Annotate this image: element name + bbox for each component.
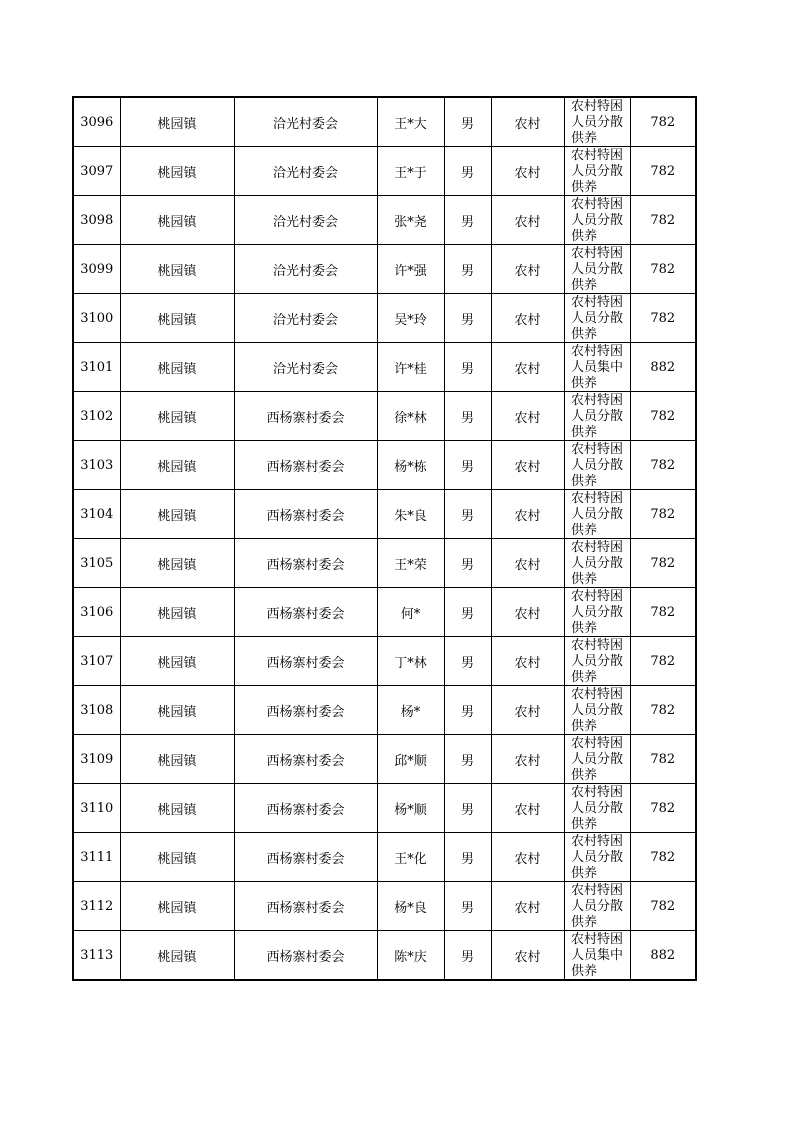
type-cell (564, 931, 630, 981)
table-row (73, 833, 696, 882)
town-cell: 桃园镇 (120, 588, 234, 637)
name-cell: 王*于 (377, 147, 444, 196)
table-row (73, 294, 696, 343)
name-cell: 朱*良 (377, 490, 444, 539)
village-cell: 洽光村委会 (234, 97, 377, 147)
type-text: 农村特困人员集中供养 (571, 932, 624, 979)
type-cell (564, 343, 630, 392)
name-cell: 陈*庆 (377, 931, 444, 981)
table-row (73, 784, 696, 833)
type-cell (564, 392, 630, 441)
id-cell: 3105 (73, 539, 120, 588)
gender-cell: 男 (444, 97, 491, 147)
name-cell: 王*化 (377, 833, 444, 882)
table-row (73, 441, 696, 490)
amount-cell: 782 (630, 539, 696, 588)
type-text: 农村特困人员分散供养 (571, 540, 624, 587)
gender-cell: 男 (444, 686, 491, 735)
name-cell: 杨*顺 (377, 784, 444, 833)
type-cell (564, 686, 630, 735)
town-cell: 桃园镇 (120, 343, 234, 392)
gender-cell: 男 (444, 784, 491, 833)
area-cell: 农村 (491, 686, 564, 735)
village-cell: 西杨寨村委会 (234, 686, 377, 735)
id-cell: 3102 (73, 392, 120, 441)
type-text: 农村特困人员分散供养 (571, 491, 624, 538)
id-cell: 3109 (73, 735, 120, 784)
town-cell: 桃园镇 (120, 735, 234, 784)
gender-cell: 男 (444, 245, 491, 294)
type-cell (564, 735, 630, 784)
type-text: 农村特困人员分散供养 (571, 442, 624, 489)
town-cell: 桃园镇 (120, 147, 234, 196)
town-cell: 桃园镇 (120, 490, 234, 539)
table-row (73, 539, 696, 588)
area-cell: 农村 (491, 588, 564, 637)
name-cell: 吴*玲 (377, 294, 444, 343)
type-text: 农村特困人员分散供养 (571, 834, 624, 881)
type-text: 农村特困人员分散供养 (571, 148, 624, 195)
town-cell: 桃园镇 (120, 686, 234, 735)
id-cell: 3101 (73, 343, 120, 392)
village-cell: 洽光村委会 (234, 343, 377, 392)
village-cell: 洽光村委会 (234, 147, 377, 196)
town-cell: 桃园镇 (120, 245, 234, 294)
village-cell: 西杨寨村委会 (234, 392, 377, 441)
id-cell: 3112 (73, 882, 120, 931)
table-row (73, 343, 696, 392)
gender-cell: 男 (444, 833, 491, 882)
village-cell: 西杨寨村委会 (234, 588, 377, 637)
id-cell: 3098 (73, 196, 120, 245)
name-cell: 许*强 (377, 245, 444, 294)
table-row (73, 686, 696, 735)
type-text: 农村特困人员分散供养 (571, 638, 624, 685)
gender-cell: 男 (444, 441, 491, 490)
gender-cell: 男 (444, 735, 491, 784)
id-cell: 3103 (73, 441, 120, 490)
gender-cell: 男 (444, 637, 491, 686)
area-cell: 农村 (491, 441, 564, 490)
gender-cell: 男 (444, 539, 491, 588)
table-row (73, 97, 696, 147)
type-text: 农村特困人员分散供养 (571, 687, 624, 734)
name-cell: 丁*林 (377, 637, 444, 686)
type-text: 农村特困人员集中供养 (571, 344, 624, 391)
gender-cell: 男 (444, 196, 491, 245)
amount-cell: 782 (630, 588, 696, 637)
town-cell: 桃园镇 (120, 97, 234, 147)
area-cell: 农村 (491, 245, 564, 294)
town-cell: 桃园镇 (120, 931, 234, 981)
name-cell: 王*荣 (377, 539, 444, 588)
amount-cell: 782 (630, 196, 696, 245)
amount-cell: 782 (630, 294, 696, 343)
name-cell: 徐*林 (377, 392, 444, 441)
type-cell (564, 245, 630, 294)
area-cell: 农村 (491, 392, 564, 441)
id-cell: 3106 (73, 588, 120, 637)
area-cell: 农村 (491, 833, 564, 882)
id-cell: 3111 (73, 833, 120, 882)
type-text: 农村特困人员分散供养 (571, 393, 624, 440)
amount-cell: 782 (630, 833, 696, 882)
type-cell (564, 196, 630, 245)
name-cell: 王*大 (377, 97, 444, 147)
id-cell: 3096 (73, 97, 120, 147)
type-text: 农村特困人员分散供养 (571, 883, 624, 930)
town-cell: 桃园镇 (120, 833, 234, 882)
records-table (72, 96, 697, 981)
amount-cell: 782 (630, 97, 696, 147)
type-text: 农村特困人员分散供养 (571, 589, 624, 636)
type-cell (564, 294, 630, 343)
type-cell (564, 490, 630, 539)
village-cell: 西杨寨村委会 (234, 441, 377, 490)
gender-cell: 男 (444, 392, 491, 441)
area-cell: 农村 (491, 735, 564, 784)
table-row (73, 196, 696, 245)
town-cell: 桃园镇 (120, 196, 234, 245)
amount-cell: 782 (630, 147, 696, 196)
amount-cell: 782 (630, 686, 696, 735)
id-cell: 3100 (73, 294, 120, 343)
area-cell: 农村 (491, 343, 564, 392)
amount-cell: 882 (630, 931, 696, 981)
type-text: 农村特困人员分散供养 (571, 246, 624, 293)
amount-cell: 782 (630, 735, 696, 784)
amount-cell: 782 (630, 784, 696, 833)
area-cell: 农村 (491, 784, 564, 833)
table-row (73, 637, 696, 686)
gender-cell: 男 (444, 490, 491, 539)
area-cell: 农村 (491, 294, 564, 343)
town-cell: 桃园镇 (120, 294, 234, 343)
amount-cell: 782 (630, 882, 696, 931)
table-body (73, 97, 696, 980)
town-cell: 桃园镇 (120, 441, 234, 490)
village-cell: 西杨寨村委会 (234, 882, 377, 931)
type-cell (564, 882, 630, 931)
village-cell: 西杨寨村委会 (234, 637, 377, 686)
type-cell (564, 97, 630, 147)
village-cell: 西杨寨村委会 (234, 784, 377, 833)
amount-cell: 782 (630, 637, 696, 686)
type-text: 农村特困人员分散供养 (571, 736, 624, 783)
type-text: 农村特困人员分散供养 (571, 99, 624, 146)
village-cell: 洽光村委会 (234, 196, 377, 245)
amount-cell: 782 (630, 490, 696, 539)
type-cell (564, 147, 630, 196)
area-cell: 农村 (491, 490, 564, 539)
amount-cell: 782 (630, 392, 696, 441)
village-cell: 西杨寨村委会 (234, 735, 377, 784)
type-text: 农村特困人员分散供养 (571, 197, 624, 244)
name-cell: 杨*栋 (377, 441, 444, 490)
type-cell (564, 588, 630, 637)
name-cell: 张*尧 (377, 196, 444, 245)
town-cell: 桃园镇 (120, 392, 234, 441)
id-cell: 3097 (73, 147, 120, 196)
area-cell: 农村 (491, 196, 564, 245)
gender-cell: 男 (444, 882, 491, 931)
gender-cell: 男 (444, 931, 491, 981)
id-cell: 3099 (73, 245, 120, 294)
area-cell: 农村 (491, 637, 564, 686)
type-cell (564, 833, 630, 882)
id-cell: 3110 (73, 784, 120, 833)
town-cell: 桃园镇 (120, 539, 234, 588)
gender-cell: 男 (444, 294, 491, 343)
area-cell: 农村 (491, 97, 564, 147)
town-cell: 桃园镇 (120, 784, 234, 833)
gender-cell: 男 (444, 588, 491, 637)
type-cell (564, 539, 630, 588)
id-cell: 3108 (73, 686, 120, 735)
area-cell: 农村 (491, 882, 564, 931)
table-row (73, 245, 696, 294)
area-cell: 农村 (491, 931, 564, 981)
data-sheet (72, 96, 697, 981)
village-cell: 洽光村委会 (234, 245, 377, 294)
table-row (73, 882, 696, 931)
name-cell: 杨* (377, 686, 444, 735)
table-row (73, 588, 696, 637)
name-cell: 杨*良 (377, 882, 444, 931)
type-text: 农村特困人员分散供养 (571, 785, 624, 832)
name-cell: 何* (377, 588, 444, 637)
table-row (73, 392, 696, 441)
town-cell: 桃园镇 (120, 882, 234, 931)
table-row (73, 735, 696, 784)
village-cell: 西杨寨村委会 (234, 539, 377, 588)
village-cell: 西杨寨村委会 (234, 490, 377, 539)
village-cell: 西杨寨村委会 (234, 931, 377, 981)
gender-cell: 男 (444, 147, 491, 196)
id-cell: 3113 (73, 931, 120, 981)
amount-cell: 882 (630, 343, 696, 392)
area-cell: 农村 (491, 147, 564, 196)
village-cell: 洽光村委会 (234, 294, 377, 343)
village-cell: 西杨寨村委会 (234, 833, 377, 882)
table-row (73, 490, 696, 539)
type-cell (564, 637, 630, 686)
table-row (73, 931, 696, 981)
amount-cell: 782 (630, 441, 696, 490)
area-cell: 农村 (491, 539, 564, 588)
town-cell: 桃园镇 (120, 637, 234, 686)
table-row (73, 147, 696, 196)
name-cell: 许*桂 (377, 343, 444, 392)
id-cell: 3104 (73, 490, 120, 539)
type-cell (564, 441, 630, 490)
name-cell: 邱*顺 (377, 735, 444, 784)
gender-cell: 男 (444, 343, 491, 392)
type-cell (564, 784, 630, 833)
id-cell: 3107 (73, 637, 120, 686)
type-text: 农村特困人员分散供养 (571, 295, 624, 342)
amount-cell: 782 (630, 245, 696, 294)
